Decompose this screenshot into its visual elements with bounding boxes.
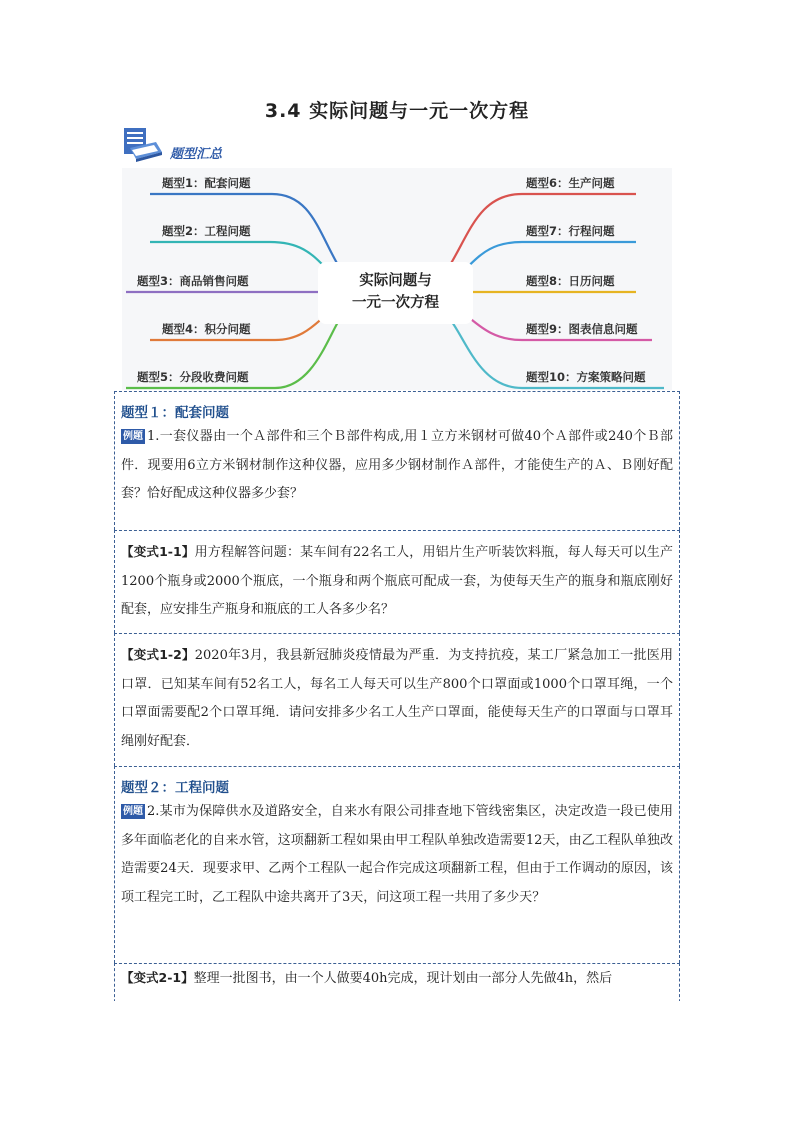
variant-2-1-text: 整理一批图书，由一个人做要40h完成，现计划由一部分人先做4h，然后 <box>193 971 613 986</box>
section-2-block <box>114 766 680 963</box>
mind-map-node-right-2: 题型7：行程问题 <box>526 224 615 238</box>
mind-map-node-right-1: 题型6：生产问题 <box>526 176 615 190</box>
variant-1-1-block <box>114 530 680 633</box>
mind-map-center-line2: 一元一次方程 <box>352 295 439 311</box>
variant-2-1 <box>121 964 673 994</box>
section-1-title: 题型１：配套问题 <box>121 405 229 421</box>
question-content <box>114 391 680 1001</box>
mind-map-node-left-1: 题型1：配套问题 <box>162 176 251 190</box>
mind-map-center <box>318 262 473 324</box>
variant-2-1-tag: 【变式2-1】 <box>121 970 194 985</box>
page-title: 3.4 实际问题与一元一次方程 <box>264 100 530 122</box>
example-2 <box>121 798 673 912</box>
variant-1-1-text: 用方程解答问题：某车间有22名工人，用铝片生产听装饮料瓶，每人每天可以生产1200个瓶身或2000个瓶底，一个瓶身和两个瓶底可配成一套，为使每天生产的瓶身和瓶底刚好配套，应安排生产瓶身和瓶底的工人各多少名？ <box>121 545 673 617</box>
variant-1-2 <box>121 641 673 756</box>
variant-1-1-tag: 【变式1-1】 <box>121 544 195 559</box>
section-1-block <box>114 391 680 530</box>
example-1-text: 1.一套仪器由一个Ａ部件和三个Ｂ部件构成,用１立方米钢材可做40个Ａ部件或240个Ｂ部件．现要用6立方米钢材制作这种仪器，应用多少钢材制作Ａ部件，才能使生产的Ａ、Ｂ刚好配套？恰好配成这种仪器多少套？ <box>121 429 673 501</box>
connector-right-2 <box>462 242 636 272</box>
variant-1-2-text: 2020年3月，我县新冠肺炎疫情最为严重．为支持抗疫，某工厂紧急加工一批医用口罩．已知某车间有52名工人，每名工人每天可以生产800个口罩面或1000个口罩耳绳，一个口罩面需要配2个口罩耳绳．请问安排多少名工人生产口罩面，能使每天生产的口罩面与口罩耳绳刚好配套． <box>121 648 673 749</box>
variant-2-1-block <box>114 963 680 1001</box>
mind-map-node-right-4: 题型9：图表信息问题 <box>526 322 638 336</box>
mind-map-connectors <box>0 0 794 400</box>
summary-label: 题型汇总 <box>170 147 223 162</box>
example-badge: 例题 <box>123 806 143 817</box>
variant-1-2-block <box>114 633 680 766</box>
connector-left-2 <box>150 242 330 272</box>
mind-map-node-right-3: 题型8：日历问题 <box>526 274 615 288</box>
variant-1-2-tag: 【变式1-2】 <box>121 647 195 662</box>
section-2-title: 题型２：工程问题 <box>121 780 229 796</box>
mind-map-node-left-3: 题型3：商品销售问题 <box>137 274 249 288</box>
mind-map-node-right-5: 题型10：方案策略问题 <box>526 370 646 384</box>
example-badge: 例题 <box>123 431 143 442</box>
example-2-text: 2.某市为保障供水及道路安全，自来水有限公司排查地下管线密集区，决定改造一段已使用多年面临老化的自来水管，这项翻新工程如果由甲工程队单独改造需要12天，由乙工程队单独改造需要24天．现要求甲、乙两个工程队一起合作完成这项翻新工程，但由于工作调动的原因，该项工程完工时，乙工程队中途共离开了3天，问这项工程一共用了多少天？ <box>121 804 673 905</box>
mind-map-node-left-2: 题型2：工程问题 <box>162 224 251 238</box>
mind-map-center-line1: 实际问题与 <box>359 273 432 289</box>
variant-1-1 <box>121 538 673 625</box>
mind-map-node-left-5: 题型5：分段收费问题 <box>137 370 249 384</box>
mind-map-node-left-4: 题型4：积分问题 <box>162 322 251 336</box>
example-1 <box>121 423 673 509</box>
